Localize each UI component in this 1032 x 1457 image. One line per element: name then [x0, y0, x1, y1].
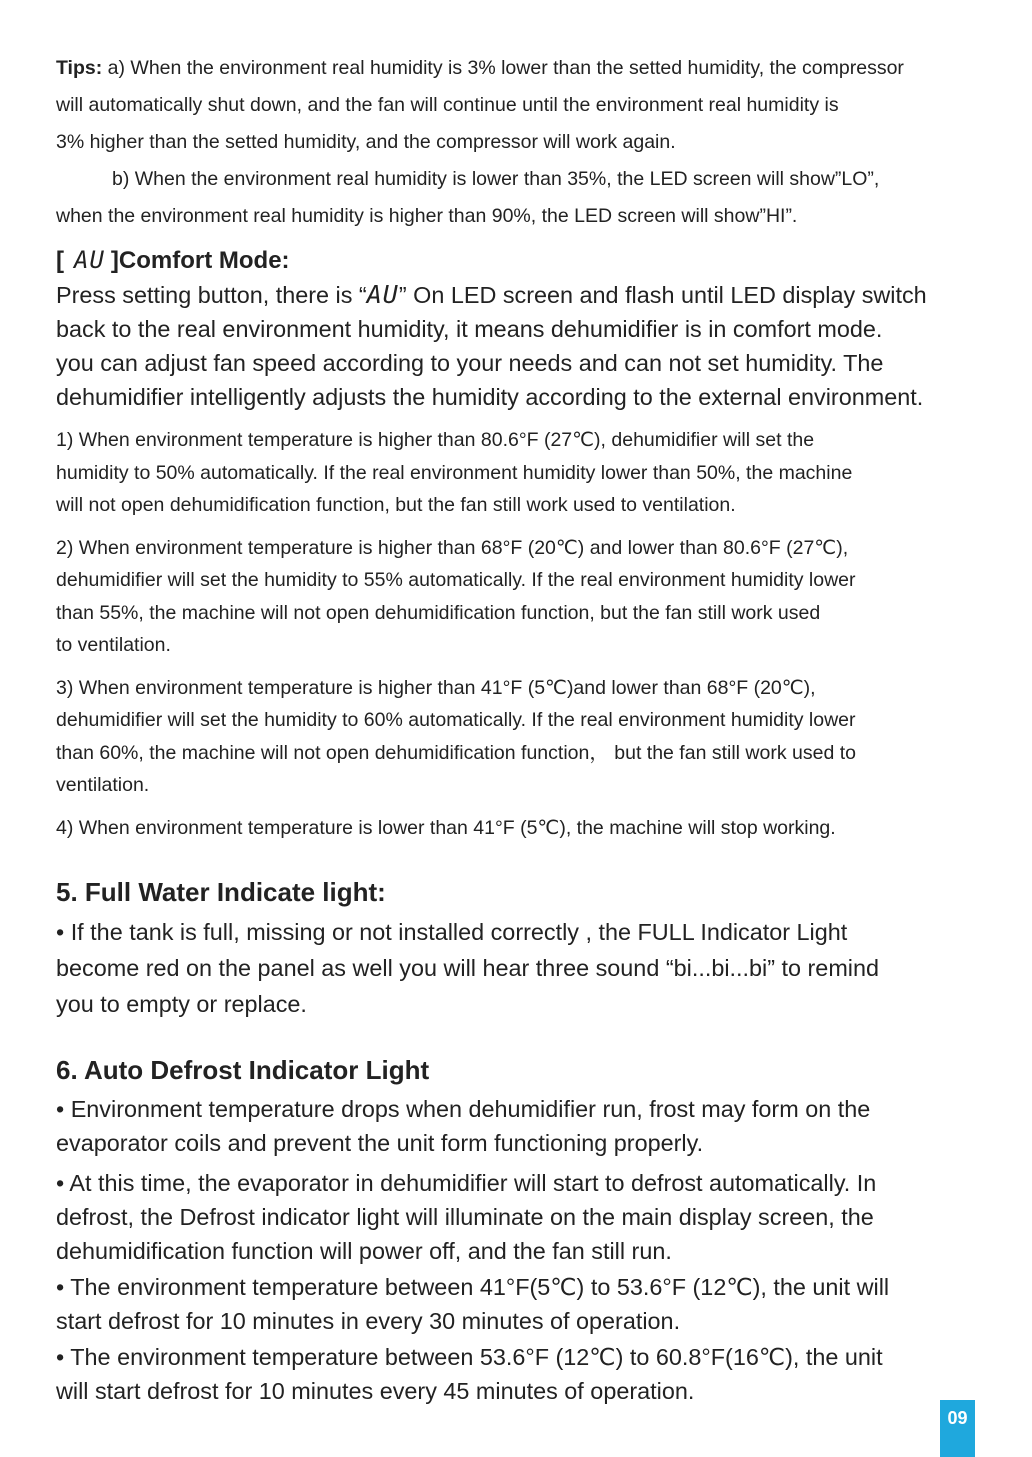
comfort-list — [56, 424, 1004, 844]
defrost-bullet-1 — [56, 1092, 1004, 1160]
defrost-bullet-3 — [56, 1270, 1004, 1338]
defrost-b2-line1: • At this time, the evaporator in dehumidifier will start to defrost automatically. In — [56, 1170, 877, 1196]
comfort-item2-line1: 2) When environment temperature is higher than 68°F (20℃) and lower than 80.6°F (27℃), — [56, 536, 849, 559]
comfort-item3-line3: than 60%, the machine will not open dehumidification function， but the fan still work used to — [56, 741, 856, 764]
tips-b-line2: when the environment real humidity is higher than 90%, the LED screen will show”HI”. — [56, 205, 798, 227]
comfort-list-item — [56, 532, 1004, 662]
lcd-au-inline-symbol: AU — [366, 280, 399, 309]
full-water-line3: you to empty or replace. — [56, 991, 307, 1017]
defrost-b2-line3: dehumidification function will power off, and the fan still run. — [56, 1238, 672, 1264]
defrost-b1-line2: evaporator coils and prevent the unit form functioning properly. — [56, 1130, 704, 1156]
comfort-list-item — [56, 672, 1004, 802]
defrost-b1-line1: • Environment temperature drops when dehumidifier run, frost may form on the — [56, 1096, 871, 1122]
defrost-bullet-4 — [56, 1340, 1004, 1408]
bracket-open: [ — [56, 247, 64, 274]
comfort-item1-line2: humidity to 50% automatically. If the real environment humidity lower than 50%, the machine — [56, 461, 853, 484]
lcd-au-symbol: AU — [74, 246, 105, 274]
comfort-line4: dehumidifier intelligently adjusts the humidity according to the external environment. — [56, 384, 924, 410]
defrost-b4-line2: will start defrost for 10 minutes every 45 minutes of operation. — [56, 1378, 695, 1404]
full-water-line1: • If the tank is full, missing or not installed correctly , the FULL Indicator Light — [56, 919, 848, 945]
comfort-item2-line4: to ventilation. — [56, 634, 171, 656]
comfort-item3-line2: dehumidifier will set the humidity to 60% automatically. If the real environment humidity lower — [56, 709, 856, 731]
comfort-item2-line3: than 55%, the machine will not open dehumidification function, but the fan still work used — [56, 601, 821, 624]
comfort-item2-line2: dehumidifier will set the humidity to 55% automatically. If the real environment humidity lower — [56, 569, 856, 591]
defrost-b2-line2: defrost, the Defrost indicator light will illuminate on the main display screen, the — [56, 1204, 874, 1230]
tips-b-line1: b) When the environment real humidity is lower than 35%, the LED screen will show”LO”, — [112, 168, 880, 190]
comfort-line1-a: Press setting button, there is “ — [56, 282, 367, 308]
comfort-description — [56, 278, 1004, 414]
page-number: 09 — [947, 1408, 968, 1428]
tips-section — [56, 50, 1004, 235]
comfort-line1-b: ” On LED screen and flash until LED display switch — [398, 282, 927, 308]
comfort-item4-line1: 4) When environment temperature is lower than 41°F (5℃), the machine will stop working. — [56, 816, 836, 839]
page-number-tab — [940, 1400, 975, 1457]
comfort-heading-text: ]Comfort Mode: — [110, 247, 290, 274]
defrost-b3-line2: start defrost for 10 minutes in every 30 minutes of operation. — [56, 1308, 681, 1334]
comfort-mode-section — [56, 243, 1004, 844]
full-water-heading: 5. Full Water Indicate light: — [56, 877, 386, 907]
comfort-item3-line4: ventilation. — [56, 774, 150, 796]
comfort-mode-heading — [56, 243, 1004, 278]
comfort-item3-line1: 3) When environment temperature is higher than 41°F (5℃)and lower than 68°F (20℃), — [56, 676, 816, 699]
comfort-line3: you can adjust fan speed according to your needs and can not set humidity. The — [56, 350, 884, 376]
tips-a-line2: will automatically shut down, and the fan will continue until the environment real humidity is — [56, 94, 839, 116]
tips-a-line1: a) When the environment real humidity is 3% lower than the setted humidity, the compressor — [107, 57, 904, 79]
comfort-item1-line1: 1) When environment temperature is higher than 80.6°F (27℃), dehumidifier will set the — [56, 429, 815, 451]
comfort-list-item — [56, 812, 1004, 845]
comfort-line2: back to the real environment humidity, it means dehumidifier is in comfort mode. — [56, 316, 883, 342]
defrost-b4-line1: • The environment temperature between 53.6°F (12℃) to 60.8°F(16℃), the unit — [56, 1344, 883, 1370]
tips-label: Tips: — [56, 57, 103, 79]
defrost-heading: 6. Auto Defrost Indicator Light — [56, 1055, 430, 1085]
comfort-list-item — [56, 424, 1004, 522]
full-water-section — [56, 872, 1004, 1022]
defrost-bullet-2 — [56, 1166, 1004, 1268]
tips-paragraph-a — [56, 50, 1004, 161]
full-water-bullet — [56, 914, 1004, 1022]
full-water-line2: become red on the panel as well you will hear three sound “bi...bi...bi” to remind — [56, 955, 880, 981]
defrost-section — [56, 1050, 1004, 1408]
tips-a-line3: 3% higher than the setted humidity, and the compressor will work again. — [56, 131, 676, 153]
comfort-item1-line3: will not open dehumidification function, but the fan still work used to ventilation. — [56, 494, 736, 516]
defrost-b3-line1: • The environment temperature between 41°F(5℃) to 53.6°F (12℃), the unit will — [56, 1274, 890, 1300]
page-content — [56, 50, 1004, 1408]
tips-paragraph-b — [56, 161, 1004, 235]
